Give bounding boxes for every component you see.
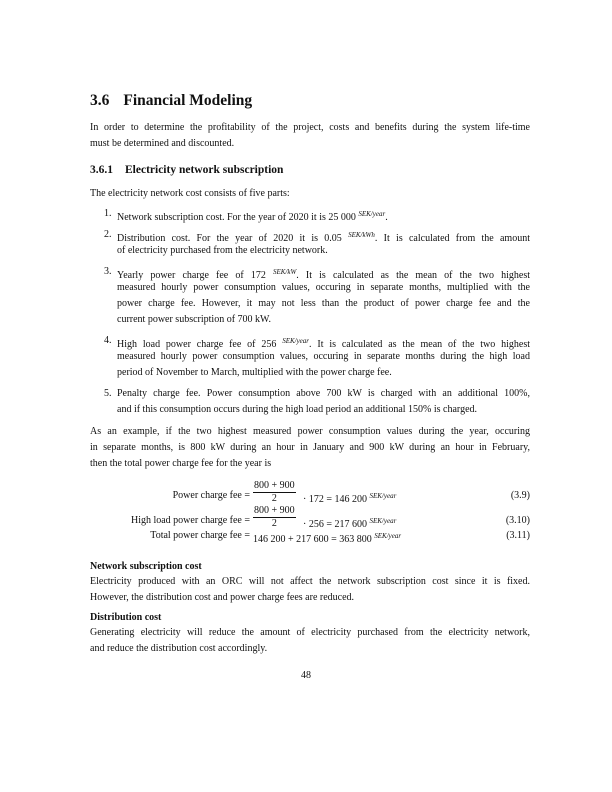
- equation-lhs: Total power charge fee =: [150, 530, 250, 541]
- item-text: Distribution cost. For the year of 2020 it is 0.05: [117, 233, 342, 244]
- equation-number: (3.11): [506, 530, 530, 541]
- equation-rhs: [253, 530, 401, 546]
- item-text: High load power charge fee of 256: [117, 339, 277, 350]
- intro-line: must be determined and discounted.: [90, 138, 235, 149]
- subsection-title: Electricity network subscription: [125, 164, 284, 176]
- paragraph-line: Generating electricity will reduce the amount of electricity purchased from the electricity network,: [90, 627, 530, 638]
- example-line: As an example, if the two highest measured power consumption values during the year, occuring: [90, 426, 530, 437]
- item-number: 5.: [104, 388, 112, 399]
- subsection-number: 3.6.1: [90, 164, 113, 176]
- example-line: then the total power charge fee for the year is: [90, 458, 272, 469]
- equation-lhs: High load power charge fee =: [130, 515, 250, 526]
- network-subscription-heading: Network subscription cost: [90, 561, 202, 572]
- item-line: measured hourly power consumption values, occuring in separate months during the high load: [117, 351, 530, 362]
- unit: SEK/kWh: [348, 231, 375, 239]
- item-number: 3.: [104, 266, 112, 277]
- item-line: period of November to March, multiplied with the power charge fee.: [117, 367, 392, 378]
- subsection-heading: [90, 164, 283, 176]
- item-line: and if this consumption occurs during the high load period an additional 150% is charged.: [117, 404, 478, 415]
- section-number: 3.6: [90, 92, 110, 109]
- example-line: in separate months, is 800 kW during an hour in January and 900 kW during an hour in February,: [90, 442, 530, 453]
- unit: SEK/year: [369, 492, 397, 500]
- list-item: [117, 229, 530, 245]
- item-text: . It is calculated as the mean of the two highest: [309, 339, 530, 350]
- fraction: [253, 505, 296, 530]
- section-title: Financial Modeling: [123, 92, 253, 109]
- denominator: 2: [271, 493, 277, 504]
- item-number: 1.: [104, 208, 112, 219]
- item-line: power charge fee. However, it may not less than the product of power charge fee and the: [117, 298, 530, 309]
- page-number: 48: [301, 670, 311, 681]
- item-text: .: [385, 212, 388, 223]
- intro-line: In order to determine the profitability of the project, costs and benefits during the system life-time: [90, 122, 530, 133]
- rhs-text: · 256 = 217 600: [303, 519, 367, 530]
- unit: SEK/year: [374, 532, 402, 540]
- unit: SEK/year: [282, 337, 310, 345]
- item-text: . It is calculated from the amount: [374, 233, 530, 244]
- list-item: [117, 208, 530, 224]
- item-number: 4.: [104, 335, 112, 346]
- numerator: 800 + 900: [254, 505, 295, 516]
- paragraph-line: Electricity produced with an ORC will not affect the network subscription cost since it is fixed.: [90, 576, 530, 587]
- equation-number: (3.9): [510, 490, 530, 501]
- item-line: current power subscription of 700 kW.: [117, 314, 272, 325]
- paragraph-line: However, the distribution cost and power charge fees are reduced.: [90, 592, 355, 603]
- item-text: Yearly power charge fee of 172: [117, 270, 266, 281]
- item-text: . It is calculated as the mean of the two highest: [296, 270, 530, 281]
- unit: SEK/year: [369, 517, 397, 525]
- item-number: 2.: [104, 229, 112, 240]
- paragraph-line: and reduce the distribution cost accordingly.: [90, 643, 268, 654]
- section-heading: [90, 92, 252, 110]
- fraction: [253, 480, 296, 505]
- item-line: measured hourly power consumption values, occuring in separate months, multiplied with the: [117, 282, 530, 293]
- numerator: 800 + 900: [254, 480, 295, 491]
- lead-text: The electricity network cost consists of five parts:: [90, 188, 290, 199]
- list-item: Penalty charge fee. Power consumption above 700 kW is charged with an additional 100%,: [117, 388, 530, 399]
- rhs-text: 146 200 + 217 600 = 363 800: [253, 534, 372, 545]
- item-line: of electricity purchased from the electricity network.: [117, 245, 328, 256]
- equation-number: (3.10): [505, 515, 530, 526]
- unit: SEK/year: [358, 210, 386, 218]
- equation-lhs: Power charge fee =: [172, 490, 250, 501]
- equation-rhs: [303, 490, 396, 506]
- item-text: Network subscription cost. For the year of 2020 it is 25 000: [117, 212, 356, 223]
- distribution-cost-heading: Distribution cost: [90, 612, 162, 623]
- list-item: [117, 266, 530, 282]
- equation-rhs: [303, 515, 396, 531]
- list-item: [117, 335, 530, 351]
- rhs-text: · 172 = 146 200: [303, 494, 367, 505]
- unit: SEK/kW: [272, 268, 297, 276]
- denominator: 2: [271, 518, 277, 529]
